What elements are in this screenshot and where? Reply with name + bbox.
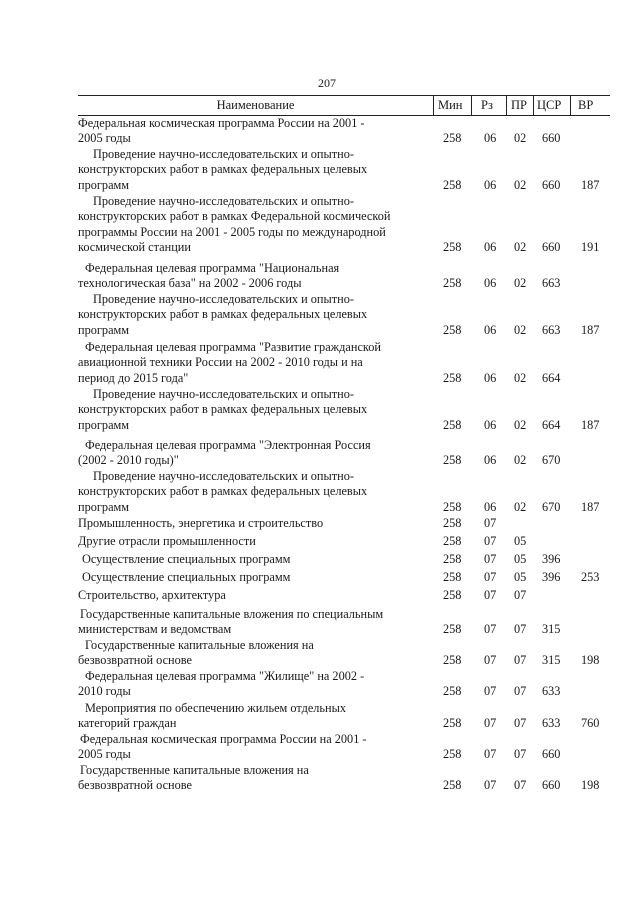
cell-min: 258	[443, 747, 462, 762]
row-name-line: Мероприятия по обеспечению жильем отдельных	[85, 701, 347, 715]
row-name-line: Проведение научно-исследовательских и опытно-	[93, 469, 354, 483]
cell-min: 258	[443, 684, 462, 699]
row-name-line: Проведение научно-исследовательских и опытно-	[93, 147, 354, 161]
cell-rz: 06	[484, 499, 497, 514]
cell-rz: 07	[484, 716, 497, 731]
cell-min: 258	[443, 177, 462, 192]
cell-min: 258	[443, 370, 462, 385]
cell-rz: 06	[484, 131, 497, 146]
cell-csr: 663	[542, 322, 561, 337]
cell-vr: 187	[581, 499, 600, 514]
cell-vr: 760	[581, 716, 600, 731]
cell-rz: 06	[484, 177, 497, 192]
cell-rz: 07	[484, 570, 497, 584]
row-name-line: Федеральная космическая программа России на 2001 -	[78, 116, 365, 130]
row-name	[0, 469, 367, 515]
row-name-line: программ	[78, 322, 130, 337]
cell-min: 258	[443, 534, 462, 548]
row-name-line: Промышленность, энергетика и строительство	[78, 516, 324, 530]
row-name-line: период до 2015 года"	[78, 370, 189, 385]
row-name	[0, 261, 339, 292]
cell-rz: 07	[484, 622, 497, 637]
row-name-line: программ	[78, 417, 130, 432]
cell-pr: 02	[514, 370, 527, 385]
cell-pr: 02	[514, 240, 527, 255]
cell-min: 258	[443, 622, 462, 637]
row-name-line: Проведение научно-исследовательских и опытно-	[93, 387, 354, 401]
cell-rz: 07	[484, 552, 497, 566]
row-name-line: Другие отрасли промышленности	[78, 534, 256, 548]
row-name	[0, 570, 290, 585]
cell-min: 258	[443, 499, 462, 514]
row-name-line: Осуществление специальных программ	[82, 552, 291, 566]
row-name-line: Федеральная целевая программа "Электронная Россия	[85, 438, 371, 452]
cell-csr: 633	[542, 716, 561, 731]
row-name	[0, 552, 290, 567]
cell-pr: 07	[514, 747, 527, 762]
row-name-line: конструкторских работ в рамках федеральных целевых	[78, 307, 368, 322]
column-divider	[506, 96, 507, 115]
cell-min: 258	[443, 453, 462, 468]
cell-vr: 198	[581, 653, 600, 668]
row-name-line: министерствам и ведомствам	[78, 622, 232, 637]
cell-csr: 396	[542, 552, 561, 566]
cell-min: 258	[443, 322, 462, 337]
column-header-min: Мин	[438, 98, 463, 112]
row-name-line: конструкторских работ в рамках федеральных целевых	[78, 162, 368, 177]
row-name	[0, 340, 381, 386]
cell-csr: 660	[542, 177, 561, 192]
cell-min: 258	[443, 716, 462, 731]
page-number: 207	[318, 76, 336, 90]
row-name-line: Государственные капитальные вложения по специальным	[80, 607, 384, 621]
cell-pr: 07	[514, 778, 527, 793]
row-name-line: Проведение научно-исследовательских и опытно-	[93, 194, 354, 208]
column-divider	[471, 96, 472, 115]
cell-min: 258	[443, 653, 462, 668]
cell-csr: 660	[542, 131, 561, 146]
cell-pr: 07	[514, 588, 527, 602]
cell-min: 258	[443, 131, 462, 146]
row-name-line: технологическая база" на 2002 - 2006 годы	[78, 276, 302, 291]
cell-rz: 07	[484, 747, 497, 762]
row-name-line: авиационной техники России на 2002 - 2010 годы и на	[78, 355, 363, 370]
column-header-vr: ВР	[578, 98, 594, 112]
cell-rz: 07	[484, 653, 497, 668]
row-name-line: конструкторских работ в рамках федеральных целевых	[78, 484, 368, 499]
row-name	[0, 292, 367, 338]
column-header-pr: ПР	[511, 98, 527, 112]
row-name-line: конструкторских работ в рамках федеральных целевых	[78, 402, 368, 417]
row-name	[0, 534, 256, 549]
cell-csr: 670	[542, 453, 561, 468]
column-divider	[570, 96, 571, 115]
row-name-line: Федеральная целевая программа "Жилище" на 2002 -	[85, 669, 365, 683]
cell-min: 258	[443, 276, 462, 291]
column-header-rz: Рз	[481, 98, 493, 112]
cell-csr: 315	[542, 622, 561, 637]
cell-rz: 06	[484, 417, 497, 432]
row-name	[0, 116, 365, 147]
cell-csr: 633	[542, 684, 561, 699]
row-name-line: безвозвратной основе	[78, 653, 192, 668]
cell-min: 258	[443, 552, 462, 566]
cell-pr: 02	[514, 131, 527, 146]
row-name-line: программ	[78, 177, 130, 192]
row-name	[0, 438, 371, 469]
row-name-line: Осуществление специальных программ	[82, 570, 291, 584]
row-name-line: Федеральная целевая программа "Развитие гражданской	[85, 340, 381, 354]
cell-vr: 191	[581, 240, 600, 255]
row-name-line: 2010 годы	[78, 684, 131, 699]
row-name	[0, 732, 367, 763]
cell-pr: 05	[514, 552, 527, 566]
cell-pr: 05	[514, 570, 527, 584]
cell-csr: 660	[542, 778, 561, 793]
row-name-line: космической станции	[78, 240, 191, 255]
row-name-line: безвозвратной основе	[78, 778, 192, 793]
cell-min: 258	[443, 588, 462, 602]
row-name	[0, 147, 367, 193]
row-name	[0, 387, 367, 433]
column-divider	[533, 96, 534, 115]
cell-rz: 07	[484, 516, 497, 530]
cell-pr: 07	[514, 716, 527, 731]
cell-pr: 02	[514, 177, 527, 192]
cell-pr: 02	[514, 499, 527, 514]
row-name-line: категорий граждан	[78, 716, 177, 731]
cell-min: 258	[443, 240, 462, 255]
cell-vr: 187	[581, 177, 600, 192]
row-name	[0, 194, 390, 256]
table-header	[78, 95, 610, 116]
row-name-line: Государственные капитальные вложения на	[80, 763, 309, 777]
cell-min: 258	[443, 570, 462, 584]
row-name	[0, 607, 383, 638]
cell-csr: 664	[542, 370, 561, 385]
cell-rz: 06	[484, 370, 497, 385]
cell-pr: 07	[514, 622, 527, 637]
cell-vr: 187	[581, 322, 600, 337]
row-name-line: программы России на 2001 - 2005 годы по международной	[78, 224, 386, 239]
cell-pr: 02	[514, 276, 527, 291]
cell-csr: 663	[542, 276, 561, 291]
cell-pr: 02	[514, 453, 527, 468]
row-name-line: Федеральная космическая программа России на 2001 -	[80, 732, 367, 746]
cell-min: 258	[443, 516, 462, 530]
cell-vr: 198	[581, 778, 600, 793]
column-divider	[433, 96, 434, 115]
cell-csr: 670	[542, 499, 561, 514]
row-name-line: Государственные капитальные вложения на	[85, 638, 314, 652]
cell-pr: 07	[514, 684, 527, 699]
row-name-line: Строительство, архитектура	[78, 588, 226, 602]
cell-rz: 06	[484, 322, 497, 337]
row-name	[0, 516, 323, 531]
cell-vr: 187	[581, 417, 600, 432]
row-name	[0, 763, 309, 794]
cell-csr: 315	[542, 653, 561, 668]
cell-pr: 02	[514, 322, 527, 337]
row-name-line: 2005 годы	[78, 131, 131, 146]
cell-rz: 07	[484, 778, 497, 793]
cell-pr: 02	[514, 417, 527, 432]
row-name-line: конструкторских работ в рамках Федеральной космической	[78, 209, 391, 224]
cell-min: 258	[443, 417, 462, 432]
cell-rz: 07	[484, 684, 497, 699]
cell-rz: 06	[484, 240, 497, 255]
column-header-name: Наименование	[216, 98, 295, 112]
cell-rz: 07	[484, 534, 497, 548]
row-name-line: программ	[78, 499, 130, 514]
row-name	[0, 638, 314, 669]
cell-pr: 07	[514, 653, 527, 668]
row-name	[0, 701, 346, 732]
cell-rz: 07	[484, 588, 497, 602]
cell-rz: 06	[484, 453, 497, 468]
cell-csr: 396	[542, 570, 561, 584]
cell-rz: 06	[484, 276, 497, 291]
cell-pr: 05	[514, 534, 527, 548]
row-name-line: 2005 годы	[78, 747, 131, 762]
row-name-line: Проведение научно-исследовательских и опытно-	[93, 292, 354, 306]
cell-csr: 660	[542, 747, 561, 762]
cell-csr: 660	[542, 240, 561, 255]
cell-min: 258	[443, 778, 462, 793]
row-name	[0, 588, 226, 603]
column-header-csr: ЦСР	[537, 98, 562, 112]
cell-csr: 664	[542, 417, 561, 432]
cell-vr: 253	[581, 570, 600, 584]
row-name-line: Федеральная целевая программа "Национальная	[85, 261, 340, 275]
row-name	[0, 669, 364, 700]
row-name-line: (2002 - 2010 годы)"	[78, 453, 179, 468]
